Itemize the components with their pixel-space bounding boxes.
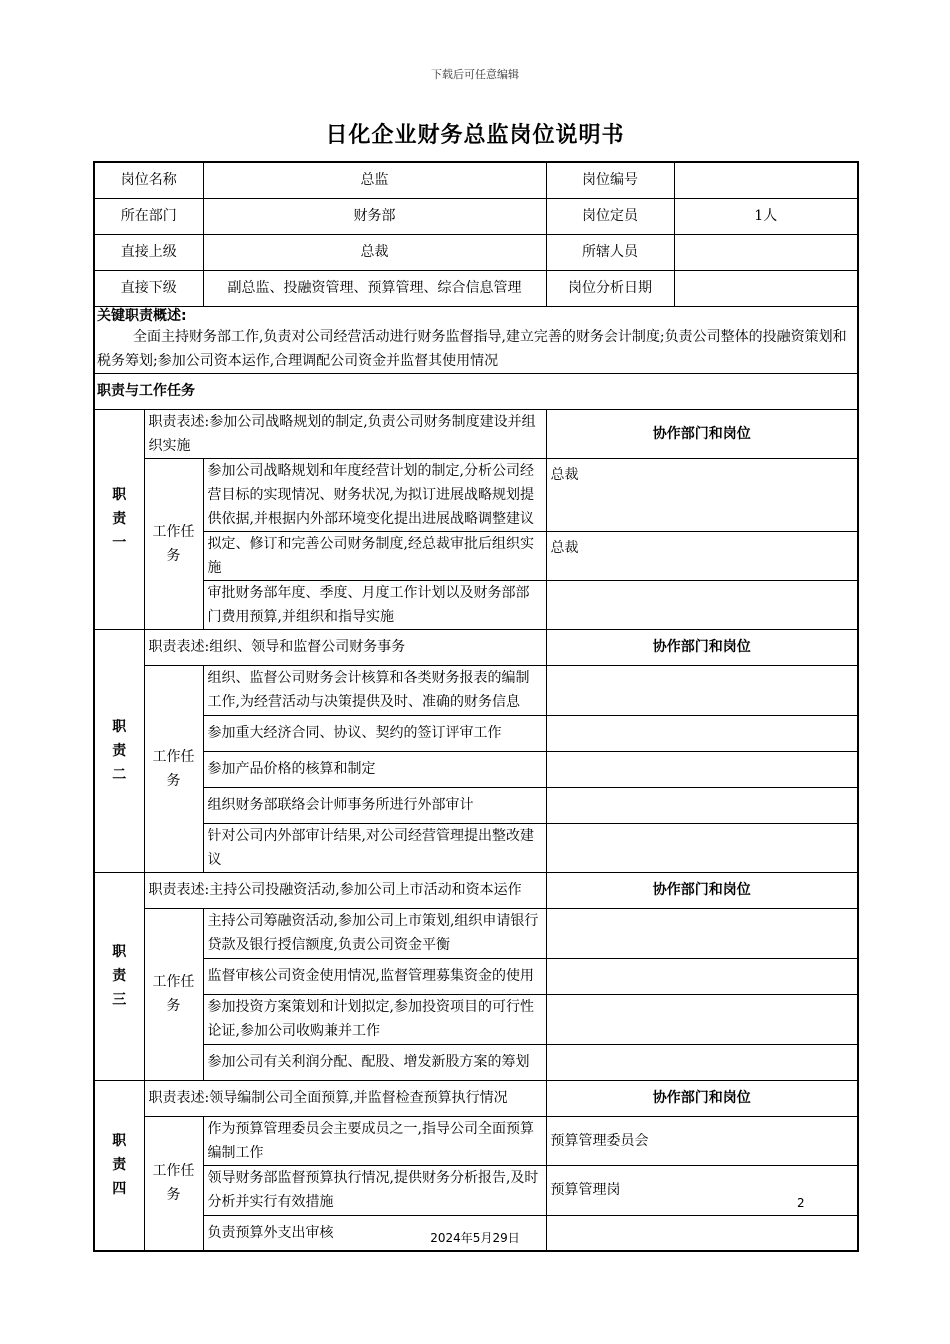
analysis-date-label: 岗位分析日期 (546, 270, 674, 306)
task-text: 针对公司内外部审计结果,对公司经营管理提出整改建议 (203, 823, 546, 872)
header-note: 下载后可任意编辑 (431, 68, 519, 81)
duty-3-collab-header: 协作部门和岗位 (546, 872, 858, 908)
page-number: 2 (797, 1196, 805, 1210)
duty-1-description-row (94, 409, 858, 458)
task-text: 组织财务部联络会计师事务所进行外部审计 (203, 787, 546, 823)
footer-date: 2024年5月29日 (430, 1231, 520, 1245)
staff-value (674, 234, 858, 270)
duty-1-task-label: 工作任务 (144, 458, 203, 629)
staff-label: 所辖人员 (546, 234, 674, 270)
analysis-date-value (674, 270, 858, 306)
duty-4-collab-header: 协作部门和岗位 (546, 1080, 858, 1116)
task-text: 拟定、修订和完善公司财务制度,经总裁审批后组织实施 (203, 531, 546, 580)
task-partner (546, 994, 858, 1044)
duty-4-task-label: 工作任务 (144, 1116, 203, 1251)
table-row (94, 1044, 858, 1080)
task-partner: 预算管理委员会 (546, 1116, 858, 1165)
task-partner (546, 751, 858, 787)
duties-heading-row (94, 373, 858, 409)
task-text: 组织、监督公司财务会计核算和各类财务报表的编制工作,为经营活动与决策提供及时、准确的财务信息 (203, 665, 546, 715)
task-partner (546, 1044, 858, 1080)
table-row (94, 751, 858, 787)
position-no-label: 岗位编号 (546, 162, 674, 198)
info-row-subordinate (94, 270, 858, 306)
task-text: 作为预算管理委员会主要成员之一,指导公司全面预算编制工作 (203, 1116, 546, 1165)
table-row (94, 580, 858, 629)
info-row-superior (94, 234, 858, 270)
task-text: 参加公司战略规划和年度经营计划的制定,分析公司经营目标的实现情况、财务状况,为拟订进展战略规划提供依据,并根据内外部环境变化提出进展战略调整建议 (203, 458, 546, 531)
table-row (94, 823, 858, 872)
summary-cell (94, 306, 858, 373)
duty-1-description: 职责表述:参加公司战略规划的制定,负责公司财务制度建设并组织实施 (144, 409, 546, 458)
duty-2-description: 职责表述:组织、领导和监督公司财务事务 (144, 629, 546, 665)
superior-label: 直接上级 (94, 234, 203, 270)
position-name-value: 总监 (203, 162, 546, 198)
task-partner: 预算管理岗 (546, 1165, 858, 1215)
table-row (94, 531, 858, 580)
task-text: 参加公司有关利润分配、配股、增发新股方案的筹划 (203, 1044, 546, 1080)
duty-4-description: 职责表述:领导编制公司全面预算,并监督检查预算执行情况 (144, 1080, 546, 1116)
task-text: 参加重大经济合同、协议、契约的签订评审工作 (203, 715, 546, 751)
subordinate-label: 直接下级 (94, 270, 203, 306)
duty-2-name: 职 责 二 (94, 629, 144, 872)
task-text: 审批财务部年度、季度、月度工作计划以及财务部部门费用预算,并组织和指导实施 (203, 580, 546, 629)
task-partner (546, 787, 858, 823)
superior-value: 总裁 (203, 234, 546, 270)
table-row (94, 715, 858, 751)
table-row (94, 665, 858, 715)
headcount-value: 1人 (674, 198, 858, 234)
duty-2-task-label: 工作任务 (144, 665, 203, 872)
table-row (94, 1165, 858, 1215)
duty-1-name: 职 责 一 (94, 409, 144, 629)
task-partner (546, 715, 858, 751)
task-text: 负责预算外支出审核 (203, 1215, 546, 1251)
info-row-position (94, 162, 858, 198)
position-no-value (674, 162, 858, 198)
task-text: 监督审核公司资金使用情况,监督管理募集资金的使用 (203, 958, 546, 994)
summary-text: 全面主持财务部工作,负责对公司经营活动进行财务监督指导,建立完善的财务会计制度;负责公司整体的投融资策划和税务筹划;参加公司资本运作,合理调配公司资金并监督其使用情况 (97, 328, 847, 369)
info-row-dept (94, 198, 858, 234)
table-row (94, 958, 858, 994)
duty-3-name: 职 责 三 (94, 872, 144, 1080)
duty-3-task-label: 工作任务 (144, 908, 203, 1080)
position-name-label: 岗位名称 (94, 162, 203, 198)
task-partner (546, 908, 858, 958)
task-text: 参加产品价格的核算和制定 (203, 751, 546, 787)
duty-4-description-row (94, 1080, 858, 1116)
table-row (94, 908, 858, 958)
table-row (94, 458, 858, 531)
task-partner: 总裁 (546, 458, 858, 531)
task-text: 主持公司筹融资活动,参加公司上市策划,组织申请银行贷款及银行授信额度,负责公司资金平衡 (203, 908, 546, 958)
summary-heading: 关键职责概述: (97, 307, 187, 324)
task-text: 参加投资方案策划和计划拟定,参加投资项目的可行性论证,参加公司收购兼并工作 (203, 994, 546, 1044)
subordinate-value: 副总监、投融资管理、预算管理、综合信息管理 (203, 270, 546, 306)
headcount-label: 岗位定员 (546, 198, 674, 234)
summary-row (94, 306, 858, 373)
table-row (94, 994, 858, 1044)
duty-1-collab-header: 协作部门和岗位 (546, 409, 858, 458)
duty-3-description-row (94, 872, 858, 908)
document-title: 日化企业财务总监岗位说明书 (325, 123, 625, 148)
task-text: 领导财务部监督预算执行情况,提供财务分析报告,及时分析并实行有效措施 (203, 1165, 546, 1215)
job-description-table (93, 161, 859, 1252)
dept-value: 财务部 (203, 198, 546, 234)
dept-label: 所在部门 (94, 198, 203, 234)
task-partner (546, 958, 858, 994)
duty-2-collab-header: 协作部门和岗位 (546, 629, 858, 665)
task-partner (546, 580, 858, 629)
task-partner (546, 823, 858, 872)
task-partner (546, 665, 858, 715)
task-partner: 总裁 (546, 531, 858, 580)
table-row (94, 1116, 858, 1165)
duty-3-description: 职责表述:主持公司投融资活动,参加公司上市活动和资本运作 (144, 872, 546, 908)
duty-4-name: 职 责 四 (94, 1080, 144, 1251)
duties-heading: 职责与工作任务 (94, 373, 858, 409)
table-row (94, 787, 858, 823)
duty-2-description-row (94, 629, 858, 665)
